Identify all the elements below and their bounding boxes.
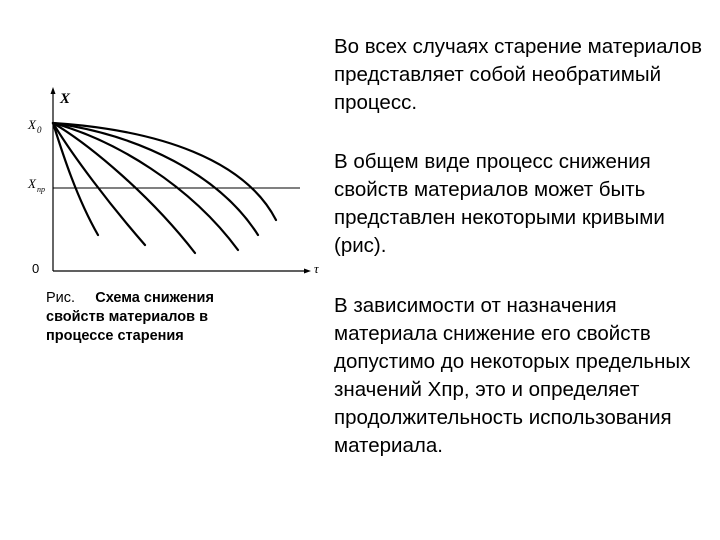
- caption-text: Схема снижения свойств материалов в процессе старения: [46, 290, 214, 344]
- figure-caption: [46, 289, 276, 346]
- xpr-subscript: пр: [37, 185, 45, 194]
- origin-label: 0: [32, 261, 40, 276]
- x-axis-label: τ: [314, 261, 319, 276]
- x0-subscript: 0: [37, 125, 42, 135]
- y-axis-label: X: [60, 91, 71, 107]
- y-axis-arrow: [51, 87, 56, 94]
- aging-diagram: [20, 85, 330, 285]
- x0-label: X: [28, 117, 36, 132]
- xpr-label: X: [28, 176, 36, 191]
- x-axis-arrow: [304, 269, 311, 274]
- paragraph-limit-values: В зависимости от назначения материала снижение его свойств допустимо до некоторых предельных значений Хпр, это и определяет продолжительность использования материала.: [334, 294, 691, 457]
- paragraph-aging-irreversible: Во всех случаях старение материалов представляет собой необратимый процесс.: [334, 35, 702, 114]
- caption-lead: Рис.: [46, 290, 76, 306]
- paragraph-curves-representation: В общем виде процесс снижения свойств материалов может быть представлен некоторыми кривыми (рис).: [334, 150, 665, 257]
